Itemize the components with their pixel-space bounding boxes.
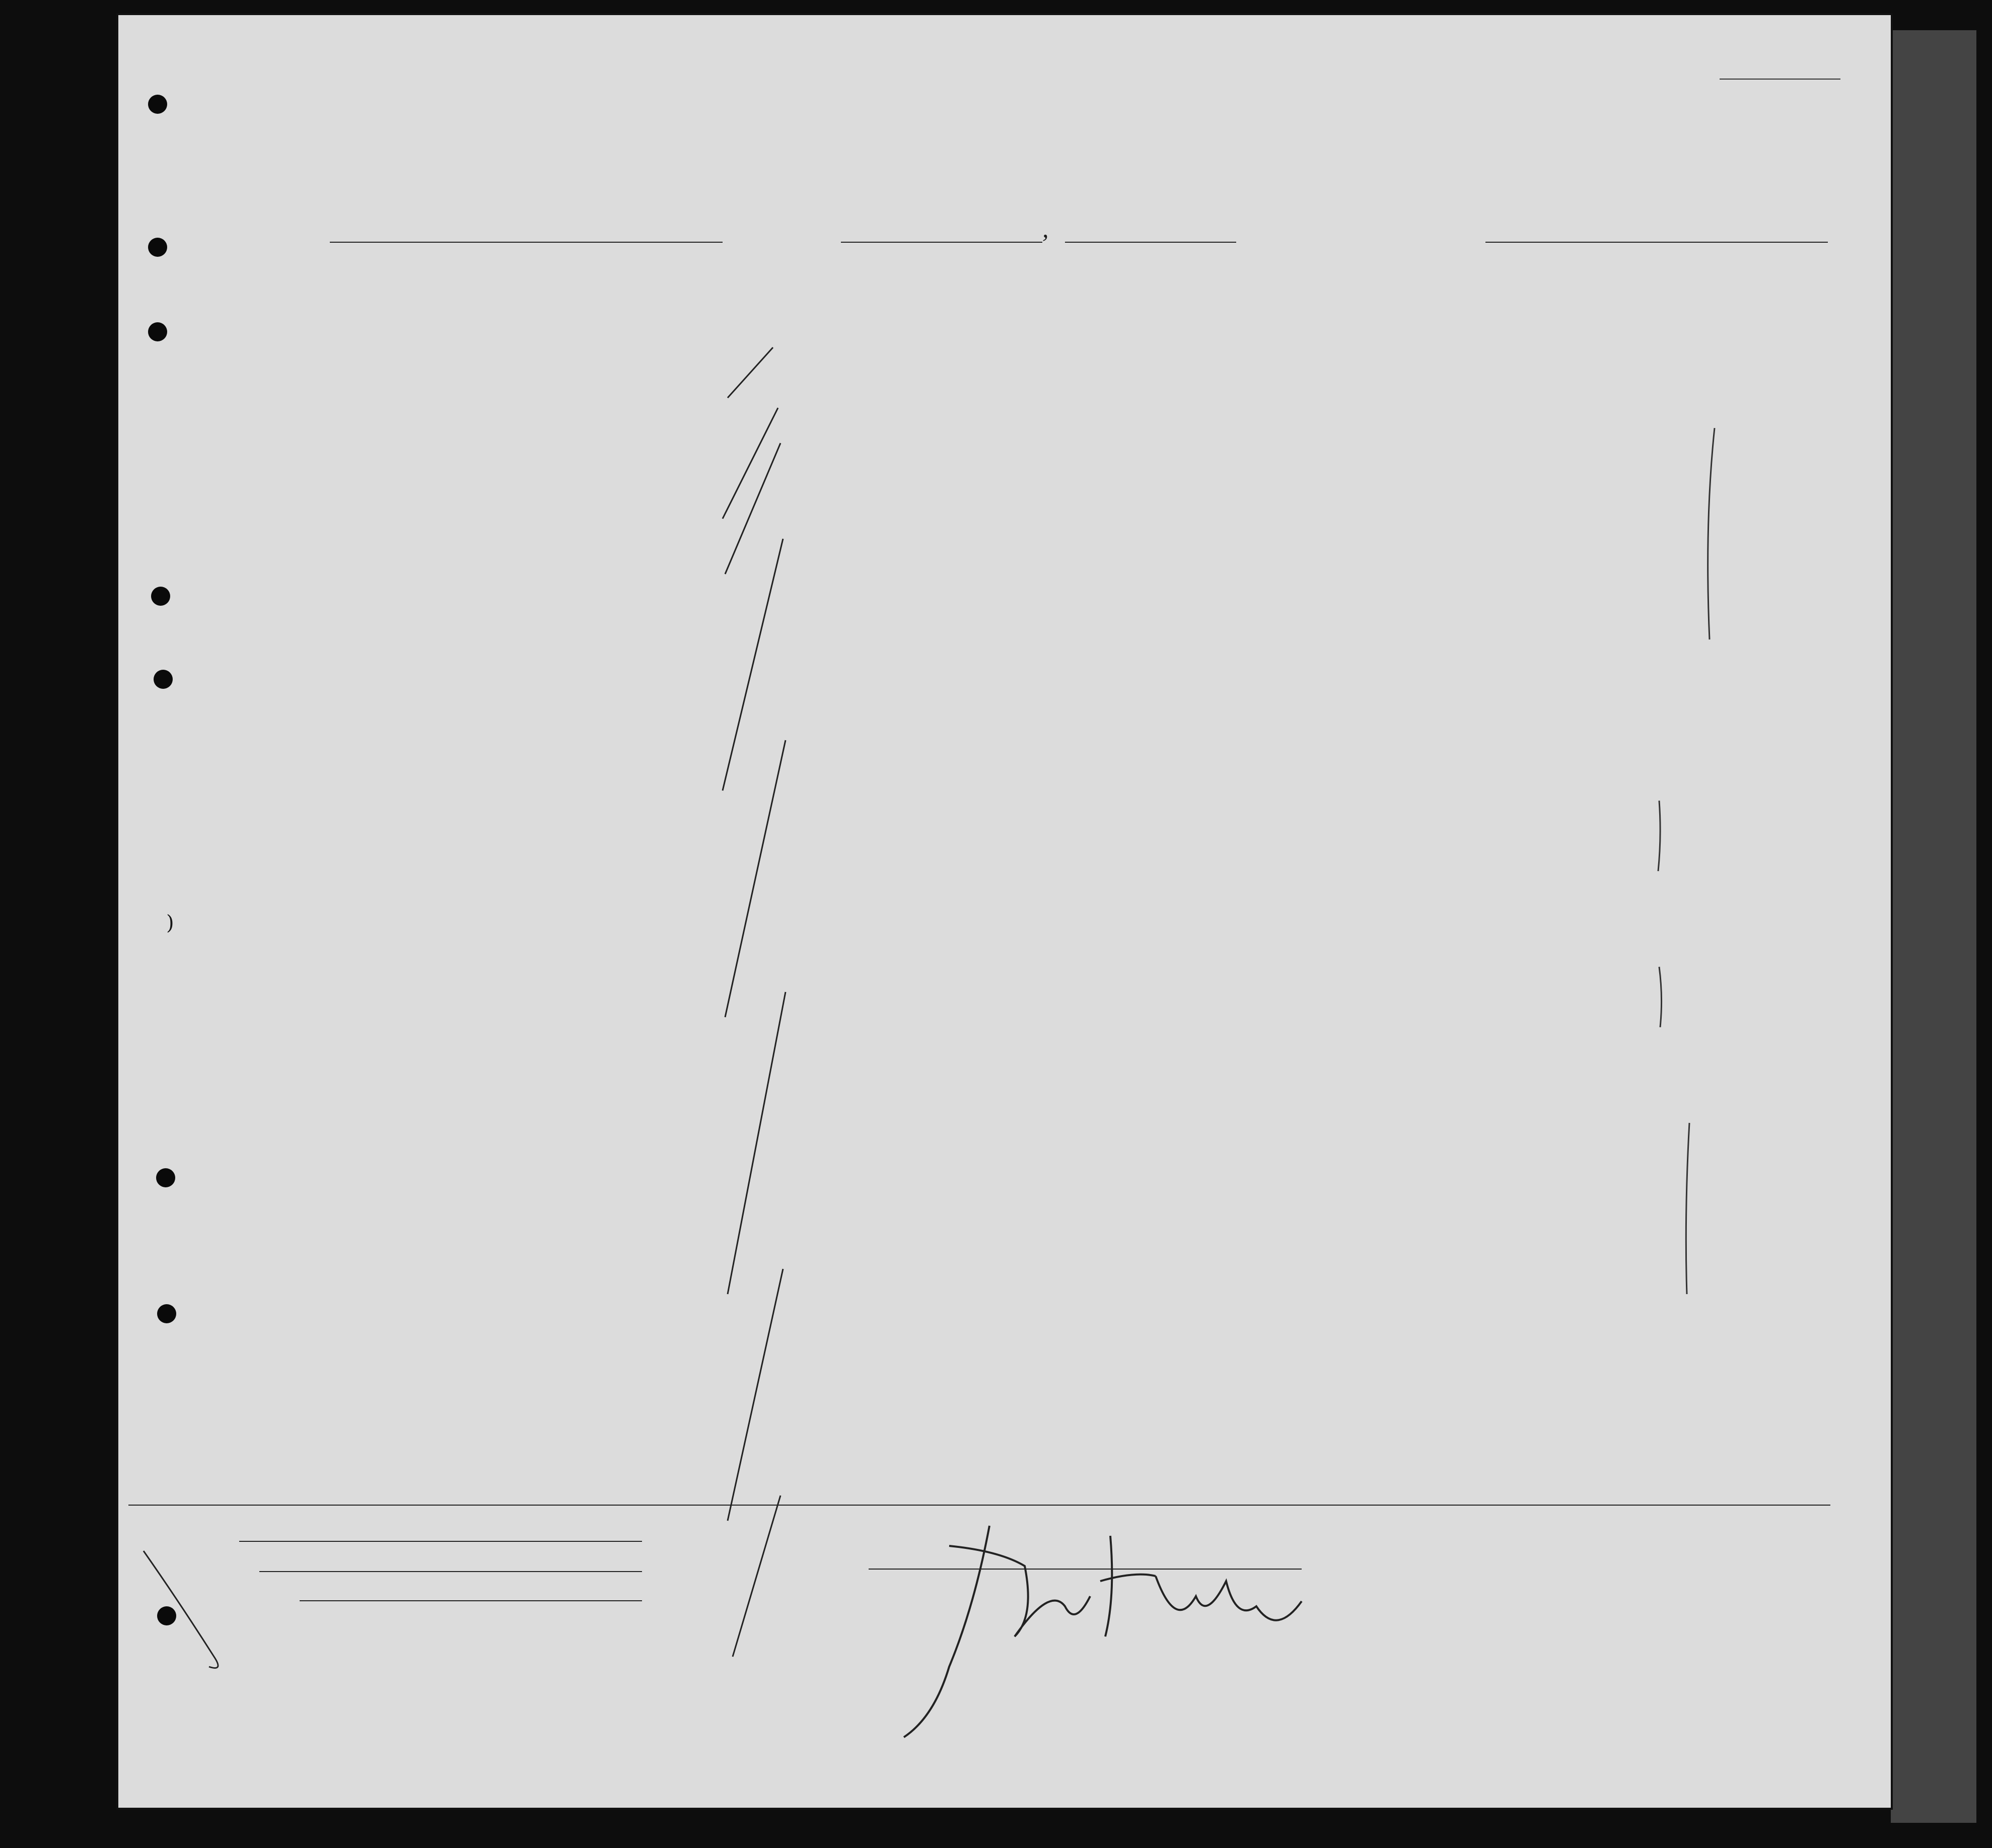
owners-underline xyxy=(259,1571,642,1572)
comma-separator: , xyxy=(1042,215,1049,243)
id-card-column-slashes xyxy=(718,337,793,1677)
vessel-underline xyxy=(330,242,723,243)
punch-hole xyxy=(151,587,170,606)
line-underline xyxy=(239,1541,642,1542)
reship-brackets xyxy=(1649,398,1750,1304)
punch-hole xyxy=(157,1304,176,1323)
punch-hole xyxy=(156,1168,175,1187)
from-underline xyxy=(1485,242,1828,243)
sheet-no-line xyxy=(1720,79,1840,80)
inspector-line xyxy=(869,1569,1302,1570)
footer-divider xyxy=(128,1505,1830,1506)
punch-hole xyxy=(148,95,167,114)
agents-underline xyxy=(300,1600,642,1601)
date-underline xyxy=(1065,242,1236,243)
inspector-signature xyxy=(874,1506,1327,1767)
margin-tick-row14: ) xyxy=(166,911,174,935)
page-edge-shadow xyxy=(1891,30,1976,1823)
arriving-underline xyxy=(841,242,1042,243)
punch-hole xyxy=(157,1606,176,1625)
corner-pen-stroke xyxy=(138,1541,239,1677)
punch-hole xyxy=(148,238,167,257)
manifest-sheet xyxy=(118,15,1891,1808)
punch-hole xyxy=(148,322,167,341)
punch-hole xyxy=(154,670,173,689)
